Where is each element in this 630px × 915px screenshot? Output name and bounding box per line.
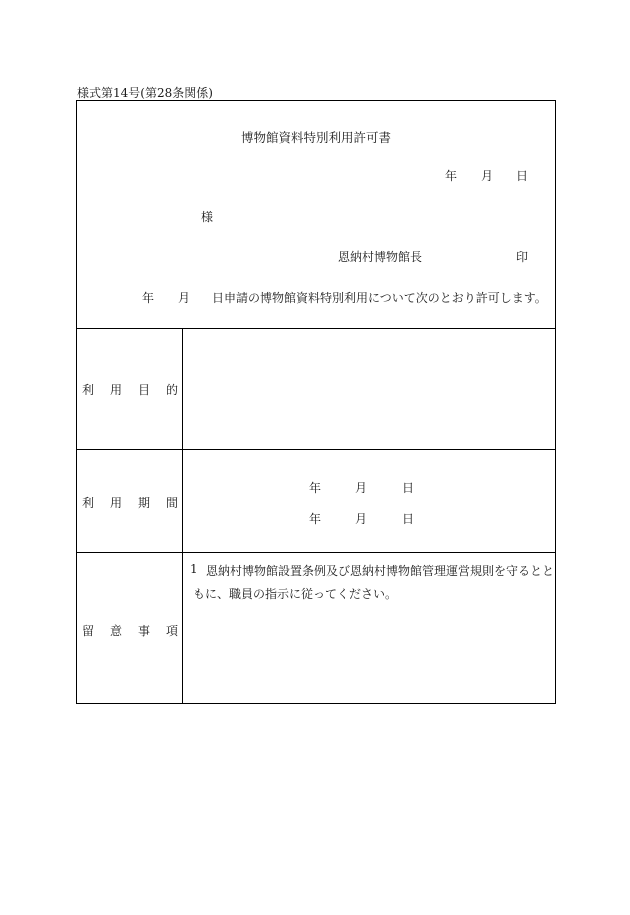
- period-label-char: 利: [82, 496, 95, 510]
- purpose-field[interactable]: [183, 329, 555, 449]
- period-start-day: 日: [402, 481, 415, 495]
- period-label-char: 間: [165, 496, 178, 510]
- period-end-day: 日: [402, 512, 415, 526]
- issue-date-day: 日: [516, 169, 529, 183]
- notes-label-char: 意: [109, 624, 122, 638]
- statement-month: 月: [178, 291, 191, 305]
- document-title: 博物館資料特別利用許可書: [240, 130, 391, 145]
- period-label-char: 用: [109, 496, 122, 510]
- period-end-year: 年: [309, 512, 322, 526]
- note-line-2: もに、職員の指示に従ってください。: [193, 587, 398, 601]
- period-start-year: 年: [309, 481, 322, 495]
- notes-label-char: 事: [137, 624, 150, 638]
- statement-text: 日申請の博物館資料特別利用について次のとおり許可します。: [212, 291, 547, 305]
- notes-label: [82, 622, 178, 639]
- row-divider-notes: [76, 552, 556, 553]
- purpose-label: [82, 381, 178, 398]
- notes-label-char: 項: [165, 624, 178, 638]
- addressee-suffix: 様: [201, 210, 214, 224]
- purpose-label-char: 利: [82, 383, 95, 397]
- note-line-1: 恩納村博物館設置条例及び恩納村博物館管理運営規則を守るとと: [206, 564, 555, 578]
- issue-date-month: 月: [481, 169, 494, 183]
- period-start-month: 月: [355, 481, 368, 495]
- period-label: [82, 494, 178, 511]
- purpose-label-char: 用: [109, 383, 122, 397]
- notes-label-char: 留: [82, 624, 95, 638]
- period-end-month: 月: [355, 512, 368, 526]
- purpose-label-char: 的: [165, 383, 178, 397]
- seal-mark: 印: [516, 250, 529, 264]
- form-number: 様式第14号(第28条関係): [77, 86, 213, 100]
- purpose-label-char: 目: [137, 383, 150, 397]
- statement-year: 年: [142, 291, 155, 305]
- period-label-char: 期: [137, 496, 150, 510]
- issue-date-year: 年: [445, 169, 458, 183]
- note-item-number: 1: [190, 562, 198, 576]
- row-divider-period: [76, 449, 556, 450]
- issuer-name: 恩納村博物館長: [338, 250, 423, 264]
